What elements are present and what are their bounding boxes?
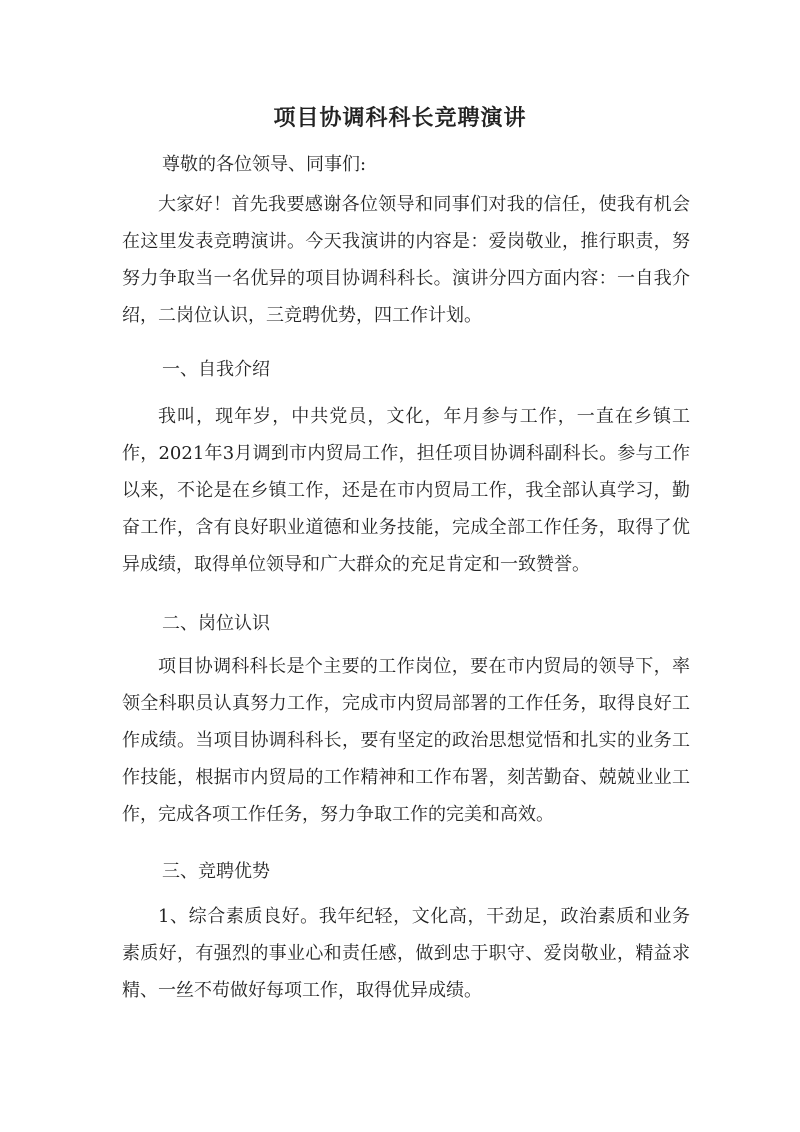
section-heading-self-intro: 一、自我介绍 <box>162 359 270 380</box>
section-heading-advantages: 三、竞聘优势 <box>162 861 270 882</box>
intro-paragraph: 大家好！首先我要感谢各位领导和同事们对我的信任，使我有机会在这里发表竞聘演讲。今天我演讲的内容是：爱岗敬业，推行职责，努努力争取当一名优异的项目协调科科长。演讲分四方面内容：一自我介绍，二岗位认识，三竞聘优势，四工作计划。 <box>122 194 690 326</box>
section-heading-position: 二、岗位认识 <box>162 613 270 634</box>
self-intro-paragraph: 我叫，现年岁，中共党员，文化，年月参与工作，一直在乡镇工作，2021年3月调到市内贸局工作，担任项目协调科副科长。参与工作以来，不论是在乡镇工作，还是在市内贸局工作，我全部认真学习，勤奋工作，含有良好职业道德和业务技能，完成全部工作任务，取得了优异成绩，取得单位领导和广大群众的充足肯定和一致赞誉。 <box>122 406 690 575</box>
position-paragraph: 项目协调科科长是个主要的工作岗位，要在市内贸局的领导下，率领全科职员认真努力工作，完成市内贸局部署的工作任务，取得良好工作成绩。当项目协调科科长，要有坚定的政治思想觉悟和扎实的业务工作技能，根据市内贸局的工作精神和工作布署，刻苦勤奋、兢兢业业工作，完成各项工作任务，努力争取工作的完美和高效。 <box>122 656 690 825</box>
document-title: 项目协调科科长竞聘演讲 <box>273 105 527 131</box>
salutation: 尊敬的各位领导、同事们: <box>162 154 367 175</box>
advantages-paragraph: 1、综合素质良好。我年纪轻，文化高，干劲足，政治素质和业务素质好，有强烈的事业心和责任感，做到忠于职守、爱岗敬业，精益求精、一丝不苟做好每项工作，取得优异成绩。 <box>122 906 690 1001</box>
